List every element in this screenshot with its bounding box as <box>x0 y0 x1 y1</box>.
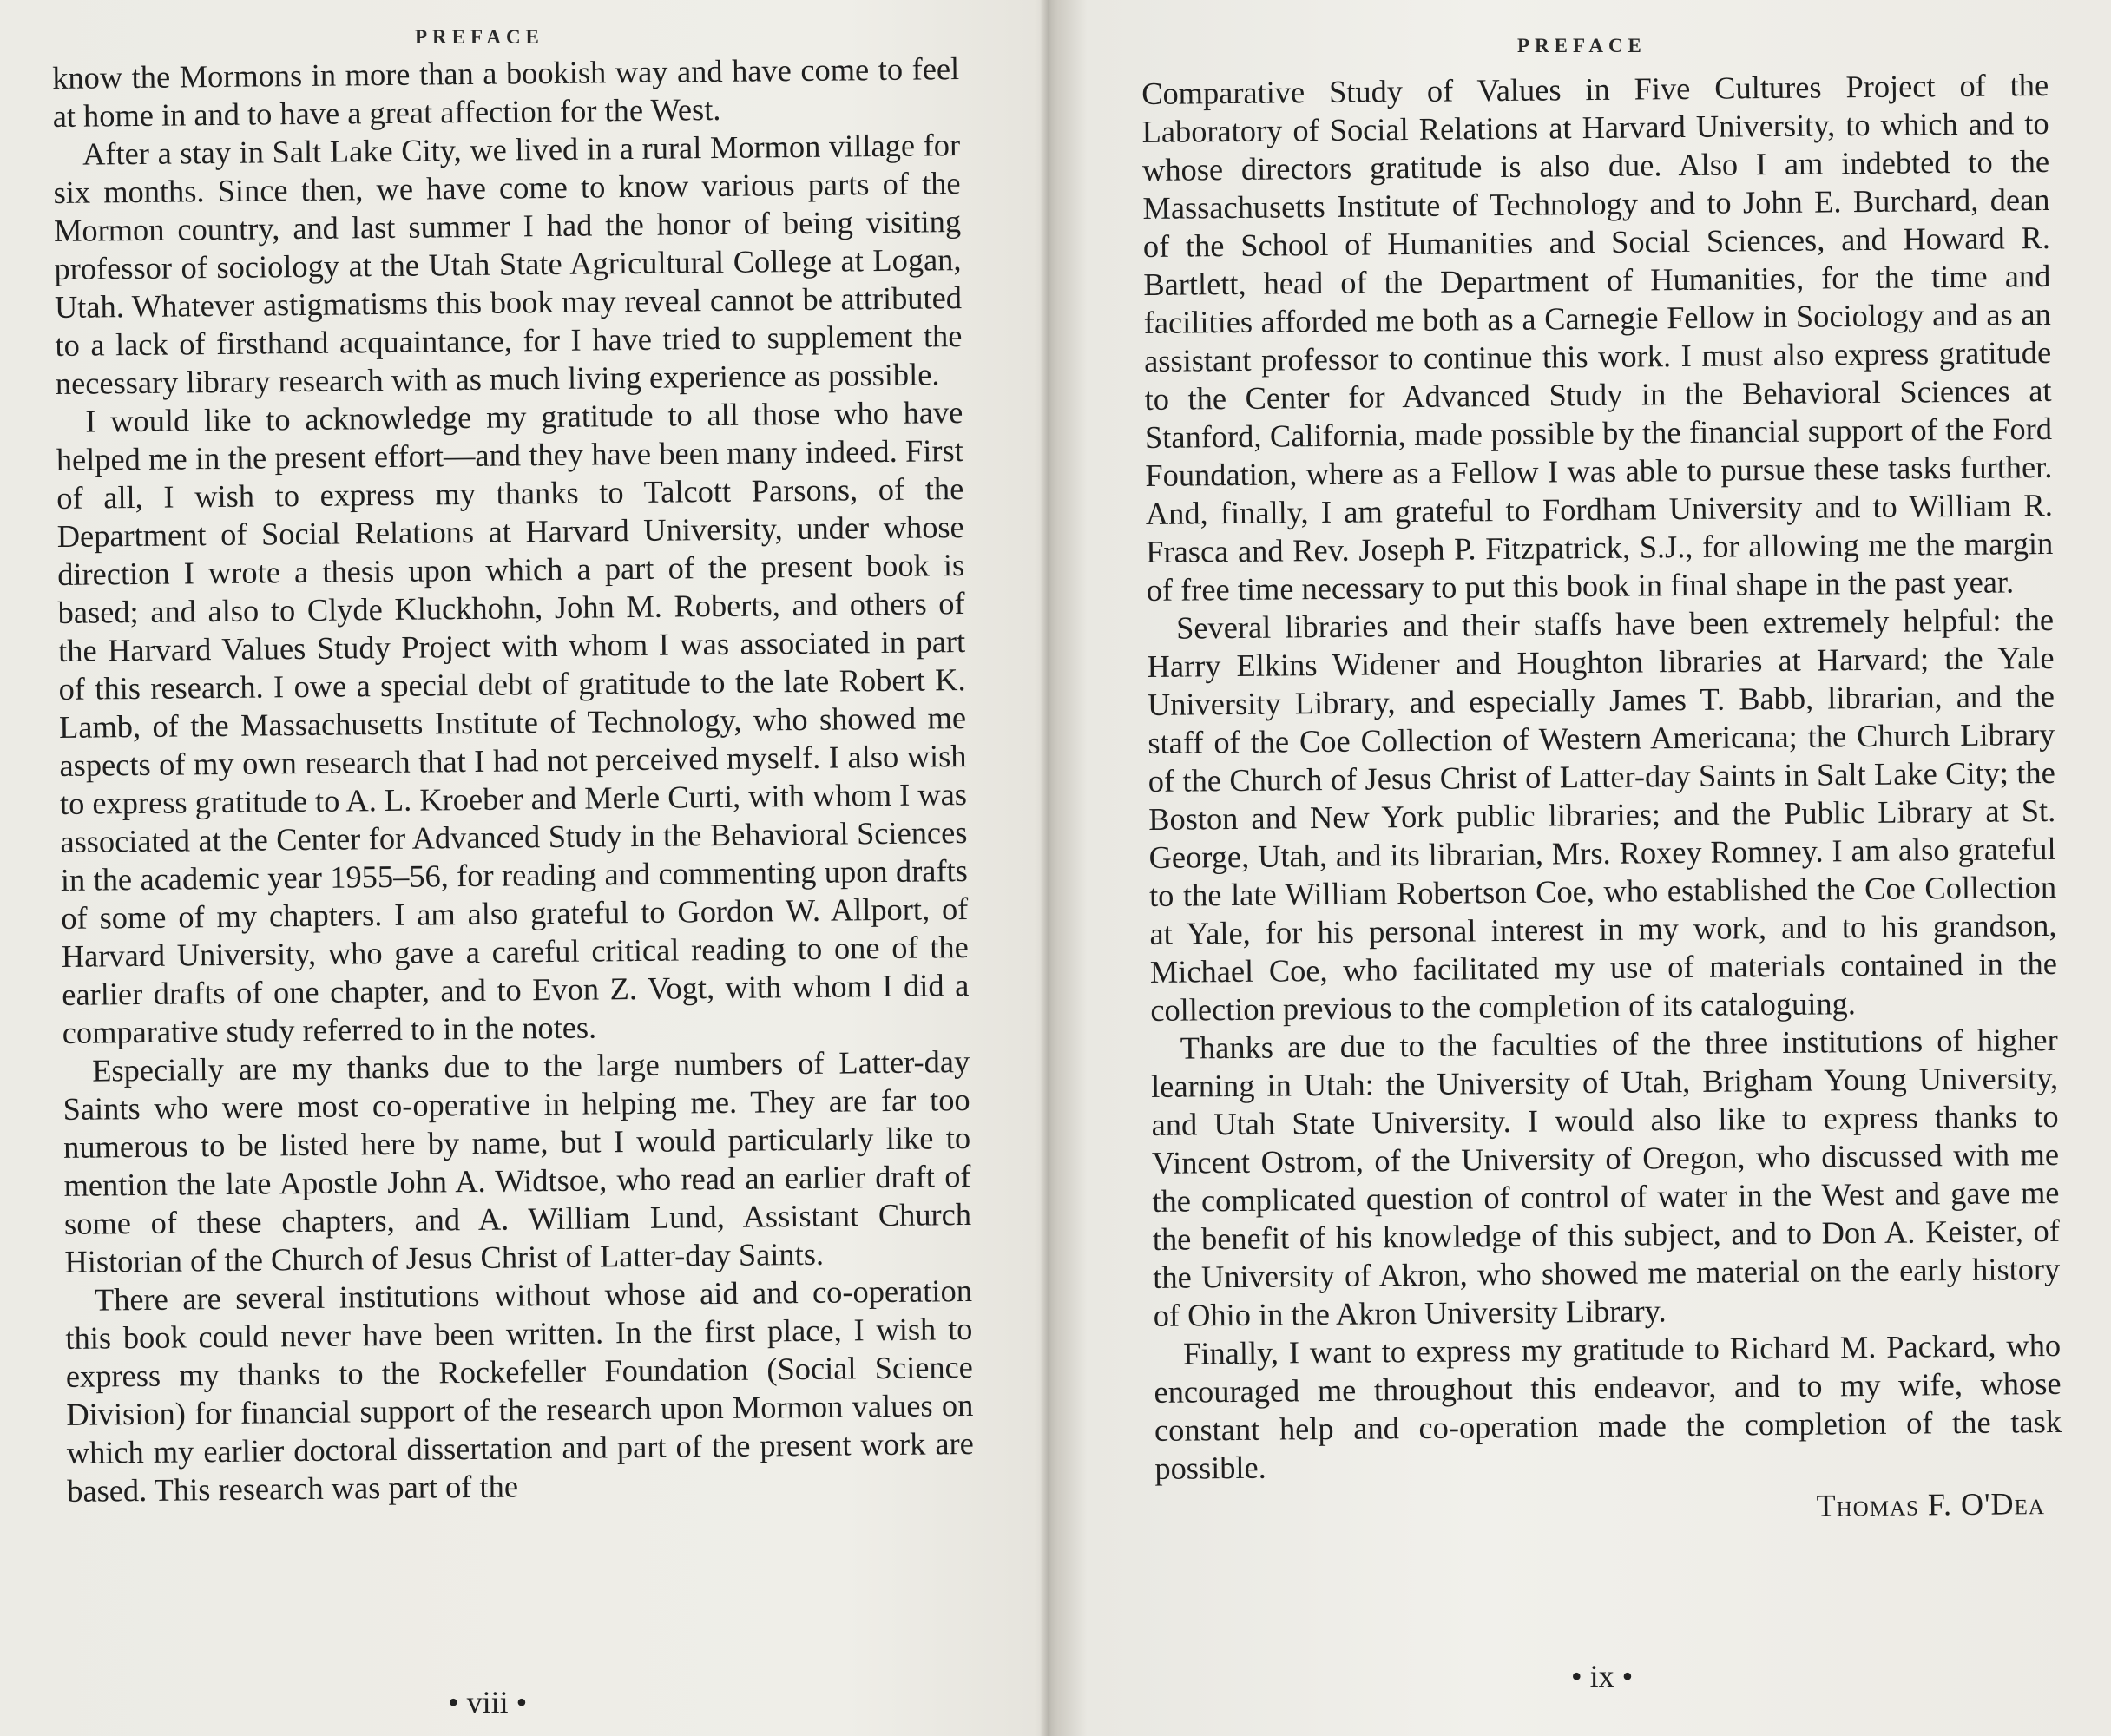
left-page <box>0 0 1040 1736</box>
page-number-right: • ix • <box>1571 1659 1634 1693</box>
paragraph: Finally, I want to express my gratitude to Richard M. Packard, who encouraged me throughout this endeavor, and to my wife, whose constant help and co-operation made the completion of the task possible. <box>1154 1327 2062 1486</box>
paragraph: I would like to acknowledge my gratitude to all those who have helped me in the present effort—and they have been many indeed. First of all, I wish to express my thanks to Talcott Parsons, of the Department of Social Relations at Harvard University, under whose direction I wrote a thesis upon which a part of the present book is based; and also to Clyde Kluckhohn, John M. Roberts, and others of the Harvard Values Study Project with whom I was associated in part of this research. I owe a special debt of gratitude to the late Robert K. Lamb, of the Massachusetts Institute of Technology, who showed me aspects of my own research that I had not perceived myself. I also wish to express gratitude to A. L. Kroeber and Merle Curti, with whom I was associated at the Center for Advanced Study in the Behavioral Sciences in the academic year 1955–56, for reading and commenting upon drafts of some of my chapters. I am also grateful to Gordon W. Allport, of Harvard University, who gave a careful critical reading to one of the earlier drafts of one chapter, and to Evon Z. Vogt, with whom I did a comparative study referred to in the notes. <box>56 395 970 1050</box>
book-gutter <box>1040 0 1059 1736</box>
right-page-text <box>1141 66 2062 1531</box>
paragraph: After a stay in Salt Lake City, we lived in a rural Mormon village for six months. Since then, we have come to know various parts of the Mormon country, and last summer I had the honor of being visiting professor of sociology at the Utah State Agricultural College at Logan, Utah. Whatever astigmatisms this book may reveal cannot be attributed to a lack of firsthand acquaintance, for I have tried to supplement the necessary library research with as much living experience as possible. <box>53 128 963 401</box>
left-page-text <box>52 49 974 1510</box>
right-page <box>1059 0 2111 1736</box>
paragraph: There are several institutions without whose aid and co-operation this book could never have been written. In the first place, I wish to express my thanks to the Rockefeller Foundation (Social Science Division) for financial support of the research upon Mormon values on which my earlier doctoral dissertation and part of the present work are based. This research was part of the <box>65 1272 974 1509</box>
author-signature: Thomas F. O'Dea <box>1816 1486 2046 1523</box>
paragraph: Especially are my thanks due to the large numbers of Latter-day Saints who were most co-operative in helping me. They are far too numerous to be listed here by name, but I would particularly like to mention the late Apostle John A. Widtsoe, who read an earlier draft of some of these chapters, and A. William Lund, Assistant Church Historian of the Church of Jesus Christ of Latter-day Saints. <box>62 1043 972 1279</box>
paragraph: Thanks are due to the faculties of the three institutions of higher learning in Utah: the University of Utah, Brigham Young University, and Utah State University. I would also like to express thanks to Vincent Ostrom, of the University of Oregon, who discussed with me the complicated question of control of water in the West and gave me the benefit of his knowledge of this subject, and to Don A. Keister, of the University of Akron, who showed me material on the early history of Ohio in the Akron University Library. <box>1151 1022 2061 1333</box>
paragraph: Several libraries and their staffs have been extremely helpful: the Harry Elkins Widener and Houghton libraries at Harvard; the Yale University Library, and especially James T. Babb, librarian, and the staff of the Coe Collection of Western Americana; the Church Library of the Church of Jesus Christ of Latter-day Saints in Salt Lake City; the Boston and New York public libraries; and the Public Library at St. George, Utah, and its librarian, Mrs. Roxey Romney. I am also grateful to the late William Robertson Coe, who established the Coe Collection at Yale, for his personal interest in my work, and to his grandson, Michael Coe, who facilitated my use of materials contained in the collection previous to the completion of its cataloguing. <box>1147 602 2058 1028</box>
running-head-left: PREFACE <box>415 26 544 48</box>
running-head-right: PREFACE <box>1517 35 1647 56</box>
page-number-left: • viii • <box>448 1685 528 1720</box>
paragraph: know the Mormons in more than a bookish way and have come to feel at home in and to have a great affection for the West. <box>52 51 960 134</box>
paragraph: Comparative Study of Values in Five Cultures Project of the Laboratory of Social Relations at Harvard University, to which and to whose directors gratitude is also due. Also I am indebted to the Massachusetts Institute of Technology and to John E. Burchard, dean of the School of Humanities and Social Sciences, and Howard R. Bartlett, head of the Department of Humanities, for the time and facilities afforded me both as a Carnegie Fellow in Sociology and as an assistant professor to continue this work. I must also express gratitude to the Center for Advanced Study in the Behavioral Sciences at Stanford, California, made possible by the financial support of the Ford Foundation, where as a Fellow I was able to pursue these tasks further. And, finally, I am grateful to Fordham University and to William R. Frasca and Rev. Joseph P. Fitzpatrick, S.J., for allowing me the margin of free time necessary to put this book in final shape in the past year. <box>1141 67 2054 608</box>
